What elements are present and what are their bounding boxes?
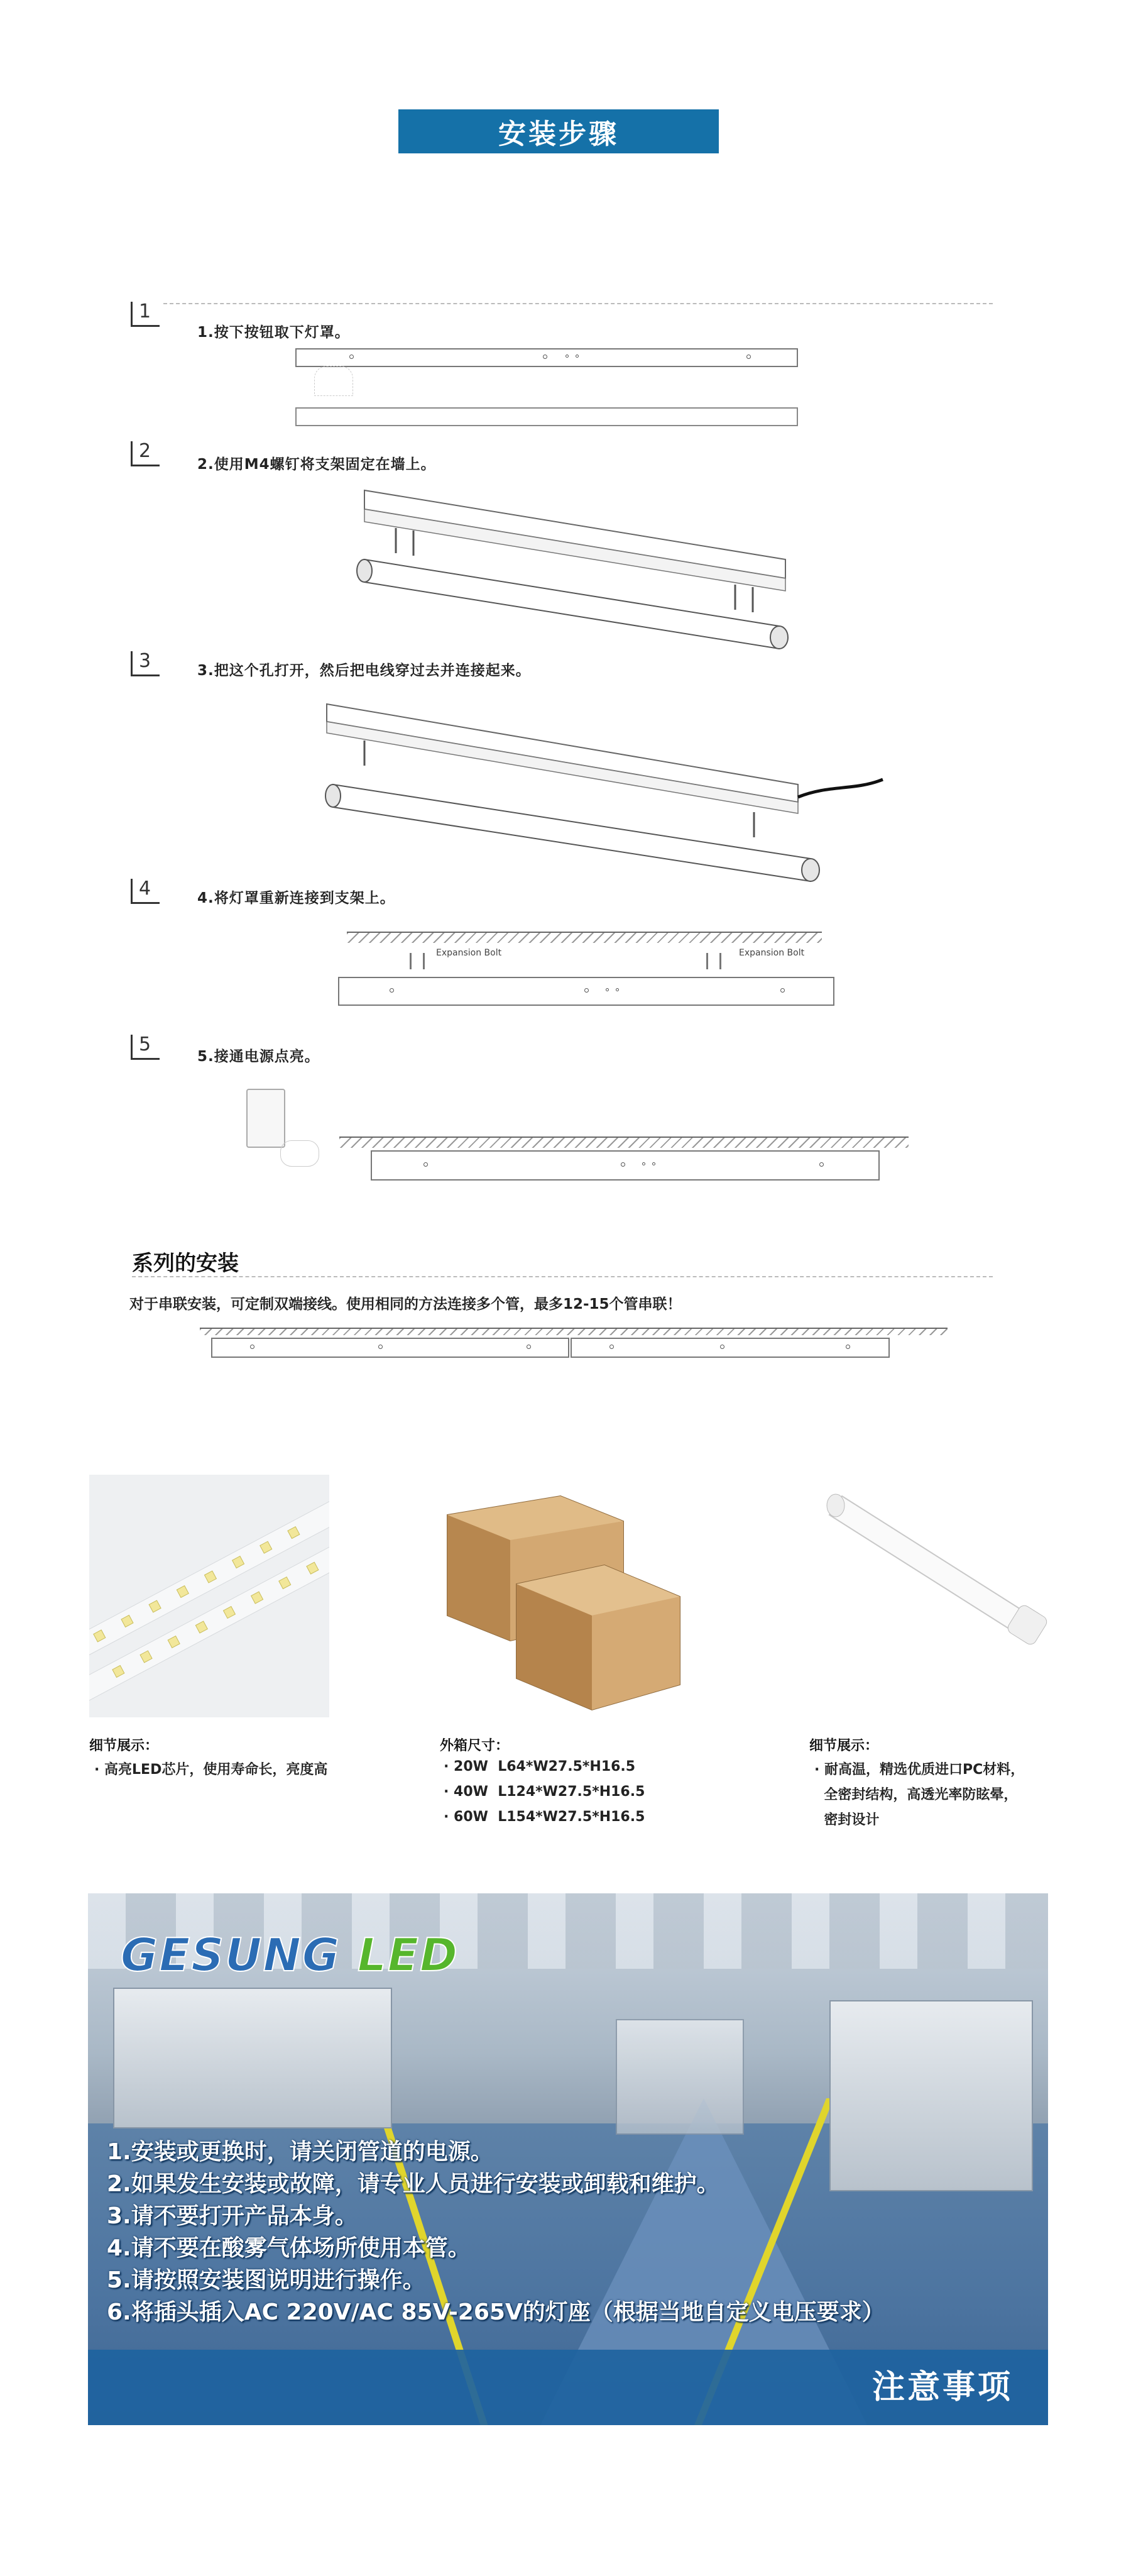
lamp-bracket bbox=[295, 348, 798, 367]
step-1-marker: 1 bbox=[131, 302, 160, 327]
bolt-label-left: Expansion Bolt bbox=[436, 948, 502, 958]
lamp-product-image bbox=[817, 1477, 1056, 1653]
step-4-text: 4.将灯罩重新连接到支架上。 bbox=[197, 890, 395, 906]
ceiling bbox=[339, 1137, 909, 1148]
step-2-diagram bbox=[352, 484, 792, 660]
card-2-line: · 20W L64*W27.5*H16.5 bbox=[444, 1759, 636, 1775]
step-3-marker: 3 bbox=[131, 651, 160, 676]
divider bbox=[132, 1276, 993, 1277]
series-title: 系列的安装 bbox=[132, 1251, 239, 1276]
step-5-marker: 5 bbox=[131, 1035, 160, 1060]
lamp-series-1 bbox=[211, 1338, 569, 1358]
lamp-series-2 bbox=[571, 1338, 890, 1358]
ceiling bbox=[200, 1328, 948, 1335]
step-3-text: 3.把这个孔打开，然后把电线穿过去并连接起来。 bbox=[197, 663, 531, 679]
step-5-text: 5.接通电源点亮。 bbox=[197, 1049, 320, 1065]
ceiling bbox=[347, 932, 822, 943]
step-2-text: 2.使用M4螺钉将支架固定在墙上。 bbox=[197, 456, 436, 473]
card-2-line: · 60W L154*W27.5*H16.5 bbox=[444, 1809, 645, 1825]
card-2-line: · 40W L124*W27.5*H16.5 bbox=[444, 1784, 645, 1800]
power-switch-icon bbox=[246, 1089, 285, 1148]
led-chip-image bbox=[89, 1475, 329, 1717]
machine bbox=[616, 2019, 744, 2135]
step-3-diagram bbox=[314, 696, 892, 891]
hand-icon bbox=[314, 366, 353, 396]
expansion-bolt-icon bbox=[410, 953, 425, 969]
card-3-line: 全密封结构，高透光率防眩晕， bbox=[814, 1787, 1018, 1803]
lamp-lit bbox=[371, 1150, 880, 1181]
notice-item: 5.请按照安装图说明进行操作。 bbox=[107, 2267, 425, 2293]
notice-item: 2.如果发生安装或故障，请专业人员进行安装或卸载和维护。 bbox=[107, 2171, 719, 2197]
notice-item: 4.请不要在酸雾气体场所使用本管。 bbox=[107, 2235, 471, 2261]
card-1-line: · 高亮LED芯片，使用寿命长，亮度高 bbox=[94, 1762, 328, 1778]
carton-boxes-image bbox=[435, 1471, 686, 1716]
step-1-text: 1.按下按钮取下灯罩。 bbox=[197, 324, 350, 341]
machine bbox=[113, 1988, 392, 2128]
series-text: 对于串联安装，可定制双端接线。使用相同的方法连接多个管，最多12-15个管串联！ bbox=[129, 1296, 682, 1313]
card-3-line: · 耐高温，精选优质进口PC材料， bbox=[814, 1762, 1025, 1778]
lamp-assembled bbox=[338, 977, 834, 1006]
step-4-marker: 4 bbox=[131, 879, 160, 904]
bolt-label-right: Expansion Bolt bbox=[739, 948, 805, 958]
notice-list bbox=[107, 2136, 885, 2328]
section-header: 安装步骤 bbox=[398, 109, 719, 153]
step-2-marker: 2 bbox=[131, 441, 160, 466]
notice-item: 3.请不要打开产品本身。 bbox=[107, 2203, 358, 2229]
card-1-label: 细节展示： bbox=[89, 1738, 159, 1754]
card-3-label: 细节展示： bbox=[809, 1738, 879, 1754]
notice-title: 注意事项 bbox=[871, 2369, 1013, 2406]
card-3-line: 密封设计 bbox=[814, 1812, 880, 1828]
factory-banner bbox=[88, 1893, 1048, 2425]
brand-logo: GESUNG LED bbox=[121, 1929, 459, 1981]
notice-item: 6.将插头插入AC 220V/AC 85V-265V的灯座（根据当地自定义电压要求） bbox=[107, 2299, 885, 2325]
card-2-label: 外箱尺寸： bbox=[440, 1738, 510, 1754]
lamp-cover bbox=[295, 407, 798, 426]
notice-item: 1.安装或更换时，请关闭管道的电源。 bbox=[107, 2139, 493, 2165]
hand-icon bbox=[280, 1140, 319, 1167]
divider bbox=[163, 303, 993, 304]
expansion-bolt-icon bbox=[706, 953, 721, 969]
